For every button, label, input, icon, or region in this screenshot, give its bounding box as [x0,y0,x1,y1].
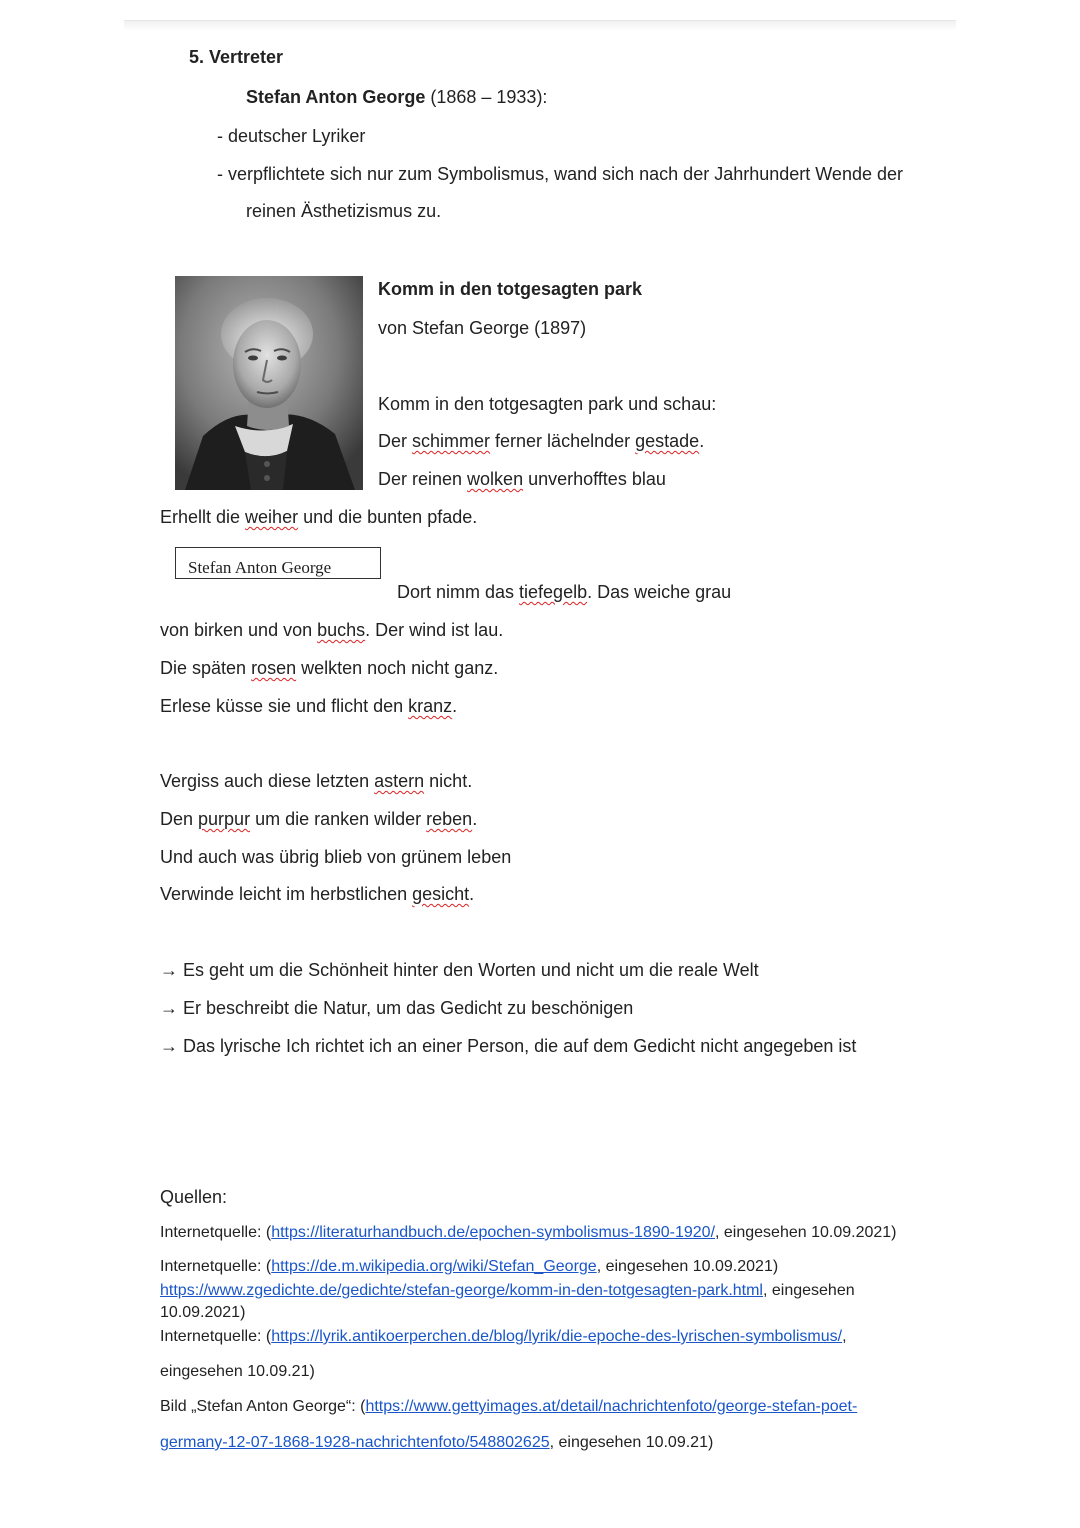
author-name: Stefan Anton George [246,87,426,107]
source-entry-continuation: germany-12-07-1868-1928-nachrichtenfoto/548802625, eingesehen 10.09.21) [160,1434,714,1451]
author-years: (1868 – 1933): [425,87,548,107]
portrait-photo [175,276,363,490]
source-link[interactable]: https://www.zgedichte.de/gedichte/stefan-george/komm-in-den-totgesagten-park.html [160,1282,763,1299]
bullet-2-continuation: reinen Ästhetizismus zu. [246,201,442,221]
poem-line: Den purpur um die ranken wilder reben. [160,809,478,829]
sources-heading: Quellen: [160,1187,228,1207]
source-link[interactable]: https://www.gettyimages.at/detail/nachrichtenfoto/george-stefan-poet- [365,1398,858,1415]
poem-byline: von Stefan George (1897) [378,318,587,338]
source-entry: Internetquelle: (https://de.m.wikipedia.org/wiki/Stefan_George, eingesehen 10.09.2021) [160,1258,779,1275]
poem-line: Vergiss auch diese letzten astern nicht. [160,771,473,791]
poem-line: Verwinde leicht im herbstlichen gesicht. [160,884,475,904]
source-link[interactable]: https://literaturhandbuch.de/epochen-symbolismus-1890-1920/ [271,1224,716,1241]
source-link[interactable]: https://de.m.wikipedia.org/wiki/Stefan_George [271,1258,597,1275]
source-entry-continuation: 10.09.2021) [160,1304,246,1321]
poem-line: Erhellt die weiher und die bunten pfade. [160,507,478,527]
poem-line: Die späten rosen welkten noch nicht ganz. [160,658,499,678]
source-entry: Bild „Stefan Anton George“: (https://www.gettyimages.at/detail/nachrichtenfoto/george-stefan-poet- [160,1398,858,1415]
poem-line: Der schimmer ferner lächelnder gestade. [378,431,705,451]
page-top-edge [124,20,956,31]
poem-line: Erlese küsse sie und flicht den kranz. [160,696,458,716]
source-entry-continuation: eingesehen 10.09.21) [160,1363,315,1380]
bullet-2: - verpflichtete sich nur zum Symbolismus, wand sich nach der Jahrhundert Wende der [217,164,903,184]
poem-line: Dort nimm das tiefegelb. Das weiche grau [397,582,732,602]
note-line: → Das lyrische Ich richtet ich an einer Person, die auf dem Gedicht nicht angegeben ist [160,1036,857,1056]
poem-line: von birken und von buchs. Der wind ist lau. [160,620,504,640]
poem-line: Und auch was übrig blieb von grünem leben [160,847,512,867]
source-entry: Internetquelle: (https://lyrik.antikoerperchen.de/blog/lyrik/die-epoche-des-lyrischen-symbolismus/, [160,1328,847,1345]
bullet-1: - deutscher Lyriker [217,126,366,146]
portrait-illustration [175,276,363,490]
source-entry: Internetquelle: (https://literaturhandbuch.de/epochen-symbolismus-1890-1920/, eingesehen 10.09.2021) [160,1224,897,1241]
author-line [246,86,547,108]
source-link[interactable]: germany-12-07-1868-1928-nachrichtenfoto/548802625 [160,1434,550,1451]
poem-title: Komm in den totgesagten park [378,279,643,299]
photo-caption: Stefan Anton George [175,547,381,579]
source-entry: https://www.zgedichte.de/gedichte/stefan-george/komm-in-den-totgesagten-park.html, eingesehen [160,1282,855,1299]
poem-line: Komm in den totgesagten park und schau: [378,394,717,414]
section-heading: 5. Vertreter [189,47,284,67]
note-line: → Er beschreibt die Natur, um das Gedicht zu beschönigen [160,998,634,1018]
poem-line: Der reinen wolken unverhofftes blau [378,469,666,489]
source-link[interactable]: https://lyrik.antikoerperchen.de/blog/lyrik/die-epoche-des-lyrischen-symbolismus/ [271,1328,843,1345]
note-line: → Es geht um die Schönheit hinter den Worten und nicht um die reale Welt [160,960,759,980]
